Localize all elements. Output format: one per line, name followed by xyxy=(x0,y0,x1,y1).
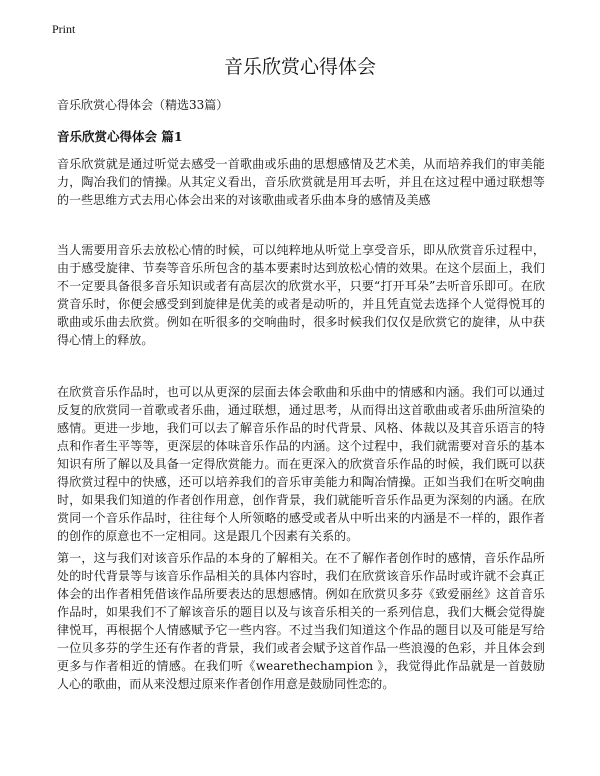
section-heading: 音乐欣赏心得体会 篇1 xyxy=(57,129,183,144)
document-title: 音乐欣赏心得体会 xyxy=(223,56,376,78)
paragraph: 在欣赏音乐作品时，也可以从更深的层面去体会歌曲和乐曲中的情感和内涵。我们可以通过反复的欣赏同一首歌或者乐曲，通过联想，通过思考，从而得出这首歌曲或者乐曲所渲染的感情。更进一步地，我们可以去了解音乐作品的时代背景、风格、体裁以及其音乐语言的特点和作者生平等等，更深层的体味音乐作品的内涵。这个过程中，我们就需要对音乐的基本知识有所了解以及具备一定得欣赏能力。而在更深入的欣赏音乐作品的时候，我们既可以获得欣赏过程中的快感，还可以培养我们的音乐审美能力和陶冶情操。正如当我们在听交响曲时，如果我们知道的作者创作用意，创作背景，我们就能听音乐作品更为深刻的内涵。在欣赏同一个音乐作品时，往往每个人所领略的感受或者从中听出来的内涵是不一样的，跟作者的创作的原意也不一定相同。这是跟几个因素有关系的。 xyxy=(57,385,545,543)
paragraph: 音乐欣赏就是通过听觉去感受一首歌曲或乐曲的思想感情及艺术美，从而培养我们的审美能力，陶冶我们的情操。从其定义看出，音乐欣赏就是用耳去听，并且在这过程中通过联想等的一些思维方式去用心体会出来的对该歌曲或者乐曲本身的感情及美感 xyxy=(57,157,545,207)
paragraph: 当人需要用音乐去放松心情的时候，可以纯粹地从听觉上享受音乐，即从欣赏音乐过程中，由于感受旋律、节奏等音乐所包含的基本要素时达到放松心情的效果。在这个层面上，我们不一定要具备很多音乐知识或者有高层次的欣赏水平，只要“打开耳朵”去听音乐即可。在欣赏音乐时，你便会感受到到旋律是优美的或者是动听的，并且凭直觉去选择个人觉得悦耳的歌曲或乐曲去欣赏。例如在听很多的交响曲时，很多时候我们仅仅是欣赏它的旋律，从中获得心情上的释放。 xyxy=(57,243,545,347)
print-link[interactable]: Print xyxy=(52,22,76,36)
paragraph: 第一，这与我们对该音乐作品的本身的了解相关。在不了解作者创作时的感情，音乐作品所处的时代背景等与该音乐作品相关的具体内容时，我们在欣赏该音乐作品时或许就不会真正体会的出作者相凭借该作品所要表达的思想感情。例如在欣赏贝多芬《致爱丽丝》这首音乐作品时，如果我们不了解该音乐的题目以及与该音乐相关的一系列信息，我们大概会觉得旋律悦耳，再根据个人情感赋予它一些内容。不过当我们知道这个作品的题目以及可能是写给一位贝多芬的学生还有作者的背景，我们或者会赋予这首作品一些浪漫的色彩，并且体会到更多与作者相近的情感。在我们听《wearethechampion 》，我觉得此作品就是一首鼓励人心的歌曲，而从来没想过原来作者创作用意是鼓励同性恋的。 xyxy=(57,551,545,691)
document-subtitle: 音乐欣赏心得体会（精选33篇） xyxy=(57,98,229,112)
